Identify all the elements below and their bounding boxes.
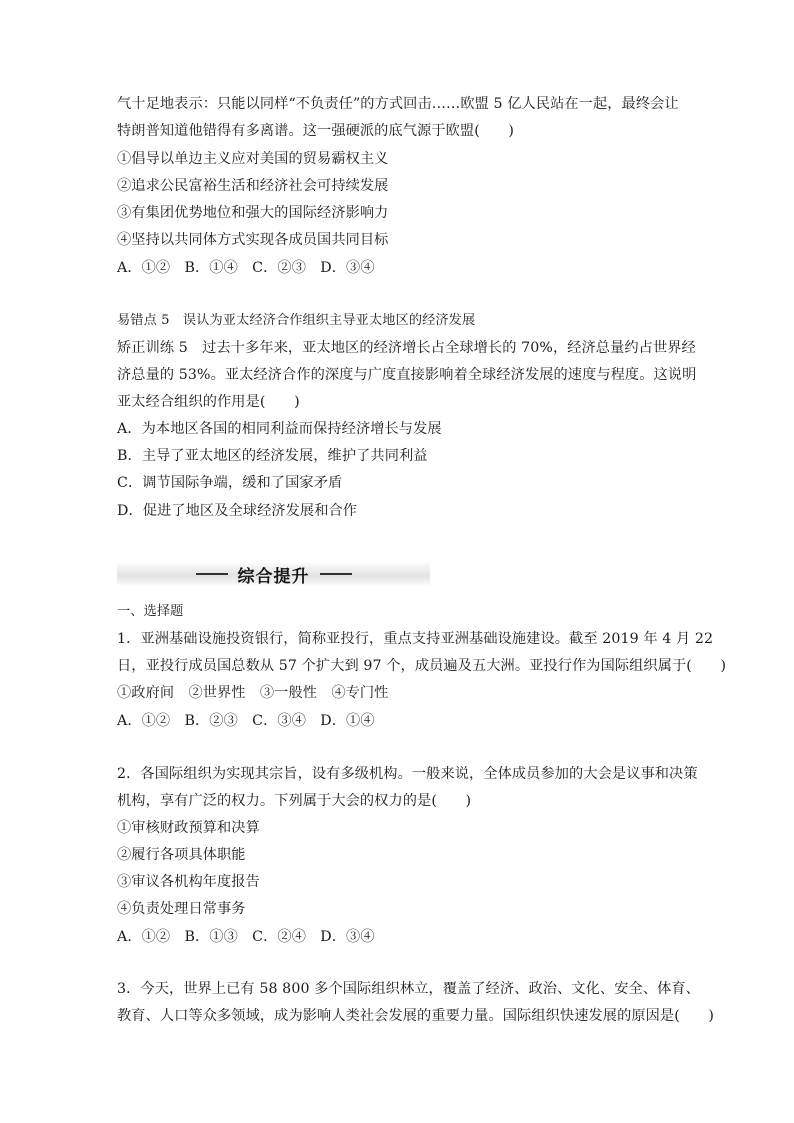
q2-text-line-1: 2．各国际组织为实现其宗旨，设有多级机构。一般来说，全体成员参加的大会是议事和决策 (117, 766, 698, 782)
q1-text-line-2: 日，亚投行成员国总数从 57 个扩大到 97 个，成员遍及五大洲。亚投行作为国际组织属于( ) (117, 658, 727, 674)
correction-option-d: D．促进了地区及全球经济发展和合作 (117, 503, 358, 519)
q1-options: ①政府间 ②世界性 ③一般性 ④专门性 (117, 685, 389, 701)
q3-text-line-1: 3．今天，世界上已有 58 800 多个国际组织林立，覆盖了经济、政治、文化、安全、体育、 (117, 981, 700, 997)
error-point-heading: 易错点 5 误认为亚太经济合作组织主导亚太地区的经济发展 (117, 313, 476, 328)
banner-dash-left (196, 573, 228, 575)
correction-text-line-3: 亚太经合组织的作用是( ) (117, 394, 300, 410)
q2-option-4: ④负责处理日常事务 (117, 901, 246, 917)
correction-option-c: C．调节国际争端，缓和了国家矛盾 (117, 475, 343, 491)
q4-text-line-1: 气十足地表示：只能以同样“不负责任”的方式回击……欧盟 5 亿人民站在一起，最终会让 (117, 96, 679, 112)
q4-option-1: ①倡导以单边主义应对美国的贸易霸权主义 (117, 151, 389, 167)
q2-answer-choices: A．①② B．①③ C．②④ D．③④ (117, 929, 375, 945)
q4-option-3: ③有集团优势地位和强大的国际经济影响力 (117, 205, 389, 221)
banner-dash-right (320, 573, 352, 575)
section-banner (117, 562, 430, 586)
q4-answer-choices: A．①② B．①④ C．②③ D．③④ (117, 260, 375, 276)
q1-text-line-1: 1．亚洲基础设施投资银行，简称亚投行，重点支持亚洲基础设施建设。截至 2019 年 4 月 22 (117, 631, 714, 647)
q1-answer-choices: A．①② B．②③ C．③④ D．①④ (117, 713, 375, 729)
q3-text-line-2: 教育、人口等众多领域，成为影响人类社会发展的重要力量。国际组织快速发展的原因是( ) (117, 1008, 715, 1024)
correction-text-line-1: 矫正训练 5 过去十多年来，亚太地区的经济增长占全球增长的 70%，经济总量约占世界经 (117, 340, 696, 356)
q2-option-2: ②履行各项具体职能 (117, 847, 246, 863)
correction-text-line-2: 济总量的 53%。亚太经济合作的深度与广度直接影响着全球经济发展的速度与程度。这说明 (117, 367, 697, 383)
q4-option-4: ④坚持以共同体方式实现各成员国共同目标 (117, 232, 389, 248)
q2-option-1: ①审核财政预算和决算 (117, 820, 260, 836)
section-title: 一、选择题 (117, 604, 184, 619)
q4-text-line-2: 特朗普知道他错得有多离谱。这一强硬派的底气源于欧盟( ) (117, 123, 515, 139)
q2-option-3: ③审议各机构年度报告 (117, 874, 260, 890)
correction-option-a: A．为本地区各国的相同利益而保持经济增长与发展 (117, 421, 442, 437)
q4-option-2: ②追求公民富裕生活和经济社会可持续发展 (117, 178, 389, 194)
banner-title: 综合提升 (237, 566, 310, 587)
correction-option-b: B．主导了亚太地区的经济发展，维护了共同利益 (117, 448, 428, 464)
q2-text-line-2: 机构，享有广泛的权力。下列属于大会的权力的是( ) (117, 793, 472, 809)
